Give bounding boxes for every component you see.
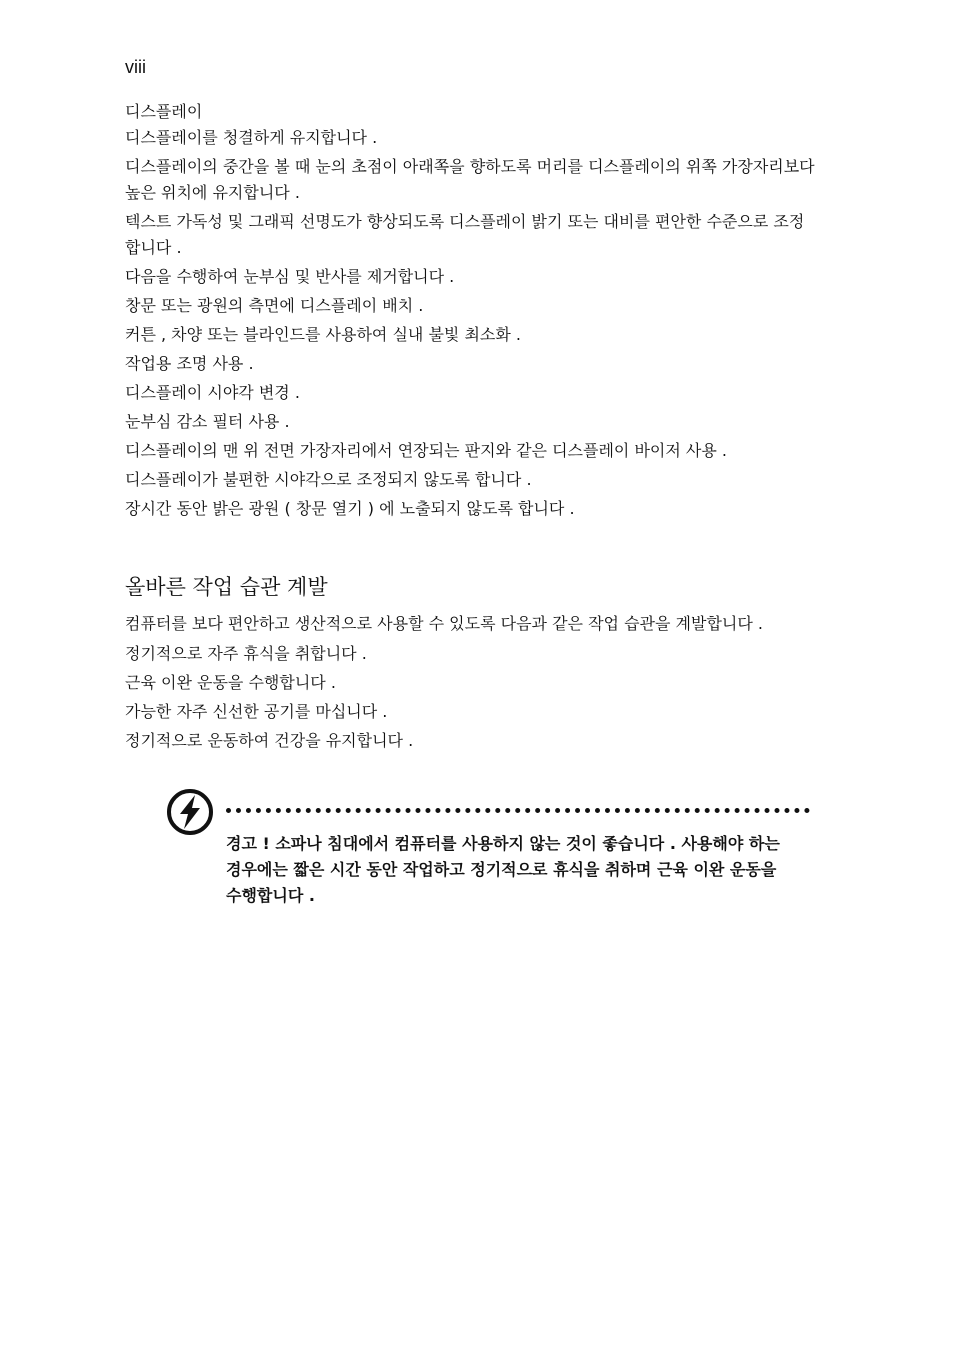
sub-list-item: 디스플레이 시야각 변경 . xyxy=(125,383,300,402)
list-item: 텍스트 가독성 및 그래픽 선명도가 향상되도록 디스플레이 밝기 또는 대비를 편안한 수준으로 조정합니다 . xyxy=(125,212,805,257)
sub-list-item: 눈부심 감소 필터 사용 . xyxy=(125,412,290,431)
list-item: 디스플레이의 중간을 볼 때 눈의 초점이 아래쪽을 향하도록 머리를 디스플레이의 위쪽 가장자리보다 높은 위치에 유지합니다 . xyxy=(125,157,815,202)
list-item: 디스플레이를 청결하게 유지합니다 . xyxy=(125,128,378,147)
list-item: 디스플레이가 불편한 시야각으로 조정되지 않도록 합니다 . xyxy=(125,470,532,489)
habits-intro: 컴퓨터를 보다 편안하고 생산적으로 사용할 수 있도록 다음과 같은 작업 습관을 계발합니다 . xyxy=(125,614,763,633)
list-item: 정기적으로 운동하여 건강을 유지합니다 . xyxy=(125,731,414,750)
display-heading: 디스플레이 xyxy=(125,102,203,121)
warning-lightning-icon xyxy=(166,788,214,836)
habits-section xyxy=(125,611,815,757)
warning-text: 경고 ! 소파나 침대에서 컴퓨터를 사용하지 않는 것이 좋습니다 . 사용해야 하는 경우에는 짧은 시간 동안 작업하고 정기적으로 휴식을 취하며 근육 이완 운동을 수행합니다 . xyxy=(226,834,780,905)
sub-list-item: 디스플레이의 맨 위 전면 가장자리에서 연장되는 판지와 같은 디스플레이 바이저 사용 . xyxy=(125,441,727,460)
sub-list-item: 작업용 조명 사용 . xyxy=(125,354,254,373)
list-item: 장시간 동안 밝은 광원 ( 창문 열기 ) 에 노출되지 않도록 합니다 . xyxy=(125,499,575,518)
list-item: 다음을 수행하여 눈부심 및 반사를 제거합니다 . xyxy=(125,267,455,286)
warning-divider xyxy=(226,808,810,813)
sub-list-item: 커튼 , 차양 또는 블라인드를 사용하여 실내 불빛 최소화 . xyxy=(125,325,521,344)
sub-list-item: 창문 또는 광원의 측면에 디스플레이 배치 . xyxy=(125,296,424,315)
display-section xyxy=(125,99,815,525)
page-number: viii xyxy=(125,57,146,77)
list-item: 정기적으로 자주 휴식을 취합니다 . xyxy=(125,644,367,663)
warning-box xyxy=(166,788,816,918)
list-item: 가능한 자주 신선한 공기를 마십니다 . xyxy=(125,702,388,721)
list-item: 근육 이완 운동을 수행합니다 . xyxy=(125,673,336,692)
habits-heading: 올바른 작업 습관 계발 xyxy=(125,575,328,599)
